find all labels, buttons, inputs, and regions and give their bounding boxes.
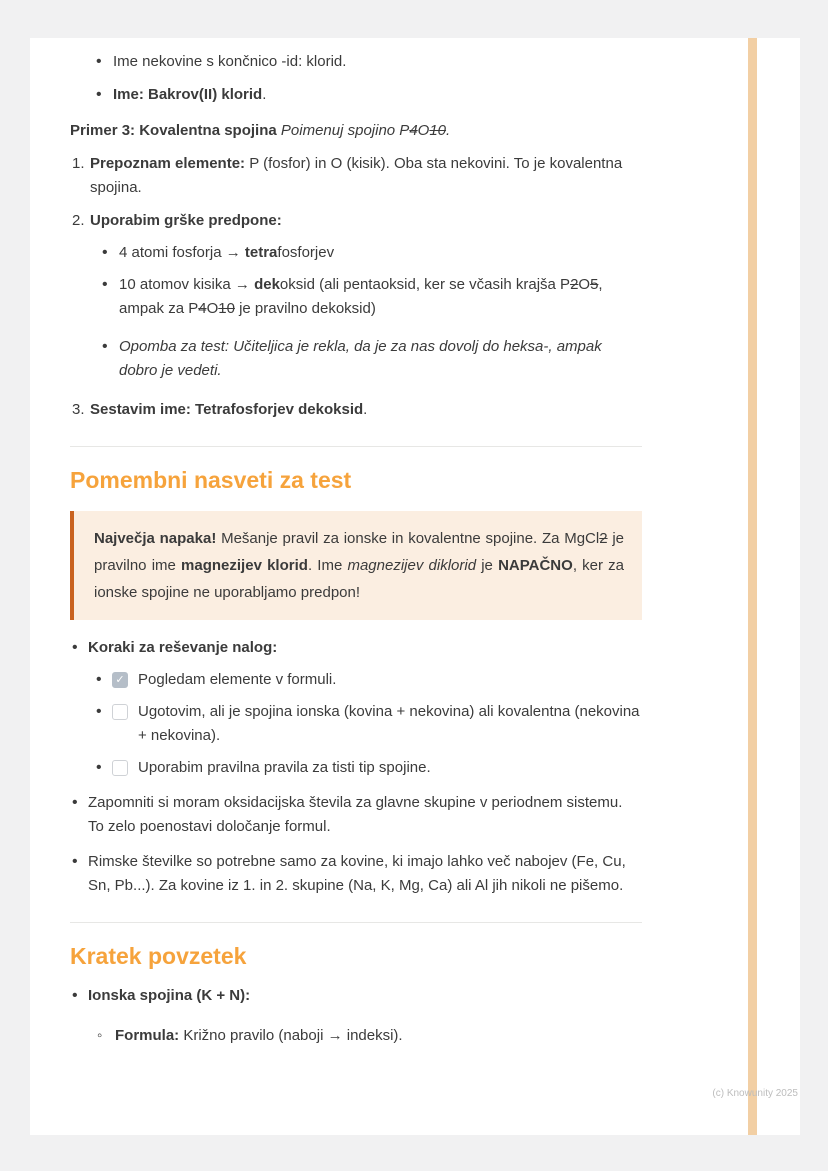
- text-segment: magnezijev klorid: [181, 557, 308, 574]
- list-item-text: [88, 791, 642, 839]
- watermark: (c) Knowunity 2025: [712, 1088, 798, 1099]
- text-segment: Prepoznam elemente:: [90, 155, 246, 172]
- bullet-icon: [102, 241, 119, 265]
- text-segment: tetra: [244, 244, 278, 261]
- list-item-text: [88, 984, 642, 1008]
- bullet-icon: [72, 791, 88, 815]
- text-segment: dek: [254, 276, 280, 293]
- list-item-text: [119, 335, 642, 383]
- text-segment: je pravilno dekoksid): [234, 300, 376, 317]
- warning-callout: [70, 511, 642, 620]
- text-segment: Ime nekovine s končnico -id: klorid.: [113, 53, 347, 70]
- list-item: [96, 83, 642, 107]
- step-number: 2.: [72, 212, 85, 229]
- text-segment: Ugotovim, ali je spojina ionska (kovina + nekovina) ali kovalentna (nekovina + nekovina).: [138, 703, 640, 744]
- list-item: [72, 791, 642, 839]
- bullet-icon: [96, 668, 112, 692]
- text-segment: Primer 3: Kovalentna spojina: [70, 122, 277, 139]
- text-segment: 2: [570, 276, 579, 293]
- text-segment: 4 atomi fosforja →: [119, 244, 245, 261]
- tips-list: [70, 636, 642, 898]
- list-item-text: [88, 636, 642, 660]
- text-segment: 5: [590, 276, 599, 293]
- step-number: 3.: [72, 401, 85, 418]
- text-segment: . Ime: [307, 557, 348, 574]
- text-segment: , ampak za P: [119, 276, 603, 317]
- text-segment: fosforjev: [277, 244, 335, 261]
- text-segment: 10: [429, 122, 447, 139]
- text-segment: Formula:: [115, 1027, 180, 1044]
- text-segment: Opomba za test: Učiteljica je rekla, da je za nas dovolj do heksa-, ampak dobro je vedeti.: [119, 338, 602, 379]
- bullet-icon: [72, 850, 88, 874]
- step-text: [90, 398, 642, 422]
- step-number: 1.: [72, 155, 85, 172]
- list-item-text: [88, 850, 642, 898]
- text-segment: Sestavim ime: Tetrafosforjev dekoksid: [90, 401, 364, 418]
- step-text: [90, 209, 642, 233]
- text-segment: NAPAČNO: [498, 557, 573, 574]
- list-item: [72, 636, 642, 780]
- text-segment: je: [476, 557, 499, 574]
- step-text: [90, 152, 642, 200]
- bullet-icon: [96, 50, 113, 74]
- example-heading-paragraph: [70, 119, 642, 143]
- text-segment: Zapomniti si moram oksidacijska števila za glavne skupine v periodnem sistemu. To zelo poenostavi določanje formul.: [88, 794, 623, 835]
- text-segment: Ionska spojina (K + N):: [88, 987, 251, 1004]
- list-item-text: [115, 1024, 642, 1048]
- text-segment: .: [363, 401, 368, 418]
- callout-text: [94, 525, 624, 606]
- text-segment: oksid (ali pentaoksid, ker se včasih krajša P: [279, 276, 571, 293]
- text-segment: magnezijev diklorid: [347, 557, 477, 574]
- list-item: [97, 1024, 642, 1048]
- text-segment: Največja napaka!: [94, 530, 217, 547]
- bullet-icon: [102, 335, 119, 359]
- divider: [70, 922, 642, 923]
- text-segment: .: [262, 86, 267, 103]
- divider: [70, 446, 642, 447]
- list-item: [102, 273, 642, 321]
- todo-checkbox: [112, 704, 128, 720]
- bullet-icon: [96, 83, 113, 107]
- numbered-step: [72, 398, 642, 422]
- list-item: [72, 984, 642, 1048]
- step-body: [90, 209, 642, 383]
- bullet-icon: [72, 984, 88, 1008]
- text-segment: Rimske številke so potrebne samo za kovine, ki imajo lahko več nabojev (Fe, Cu, Sn, Pb...). Za kovine iz 1. in 2. skupine (Na, K, Mg, Ca) ali Al jih nikoli ne pišemo.: [88, 853, 626, 894]
- section-heading: Pomembni nasveti za test: [70, 467, 352, 493]
- list-item: [72, 850, 642, 898]
- text-segment: 4: [198, 300, 207, 317]
- text-segment: 10: [218, 300, 235, 317]
- bullet-icon: [102, 273, 119, 297]
- text-segment: Poimenuj spojino P: [280, 122, 410, 139]
- text-segment: Uporabim grške predpone:: [90, 212, 282, 229]
- todo-text: [138, 756, 642, 780]
- text-segment: Mešanje pravil za ionske in kovalentne spojine. Za MgCl: [216, 530, 600, 547]
- todo-item: [96, 668, 642, 692]
- todo-item: [96, 700, 642, 748]
- list-item-text: [119, 241, 642, 265]
- text-segment: 4: [409, 122, 418, 139]
- todo-item: [96, 756, 642, 780]
- list-item-text: [113, 83, 642, 107]
- text-segment: Koraki za reševanje nalog:: [88, 639, 278, 656]
- section-heading: Kratek povzetek: [70, 943, 247, 969]
- numbered-step: [72, 209, 642, 383]
- text-segment: 10 atomov kisika →: [119, 276, 255, 293]
- bullet-icon: [96, 700, 112, 724]
- bullet-icon: [96, 756, 112, 780]
- todo-text: [138, 700, 642, 748]
- text-segment: Uporabim pravilna pravila za tisti tip spojine.: [138, 759, 431, 776]
- text-segment: O: [578, 276, 591, 293]
- todo-checkbox: [112, 760, 128, 776]
- list-item-body: [88, 984, 642, 1048]
- todo-text: [138, 668, 642, 692]
- document-page: [30, 38, 800, 1135]
- list-item-text: [113, 50, 642, 74]
- list-item: [102, 241, 642, 265]
- page-edge-stripe: [748, 38, 757, 1135]
- text-segment: O: [417, 122, 430, 139]
- text-segment: , ker za ionske spojine ne uporabljamo predpon!: [94, 557, 625, 601]
- list-item: [96, 50, 642, 74]
- text-segment: 2: [599, 530, 608, 547]
- text-segment: Pogledam elemente v formuli.: [138, 671, 337, 688]
- numbered-step: [72, 152, 642, 200]
- list-item-text: [119, 273, 642, 321]
- bullet-icon: [72, 636, 88, 660]
- text-segment: je pravilno ime: [94, 530, 624, 574]
- text-segment: P (fosfor) in O (kisik). Oba sta nekovini. To je kovalentna spojina.: [90, 155, 623, 196]
- text-segment: Ime: Bakrov(II) klorid: [113, 86, 263, 103]
- circle-bullet-icon: [97, 1024, 115, 1048]
- text-segment: O: [206, 300, 219, 317]
- list-item: [102, 335, 642, 383]
- todo-checkbox: [112, 672, 128, 688]
- text-segment: Križno pravilo (naboji → indeksi).: [179, 1027, 403, 1044]
- list-item-body: [88, 636, 642, 780]
- text-segment: .: [446, 122, 451, 139]
- document-content: [30, 38, 642, 1048]
